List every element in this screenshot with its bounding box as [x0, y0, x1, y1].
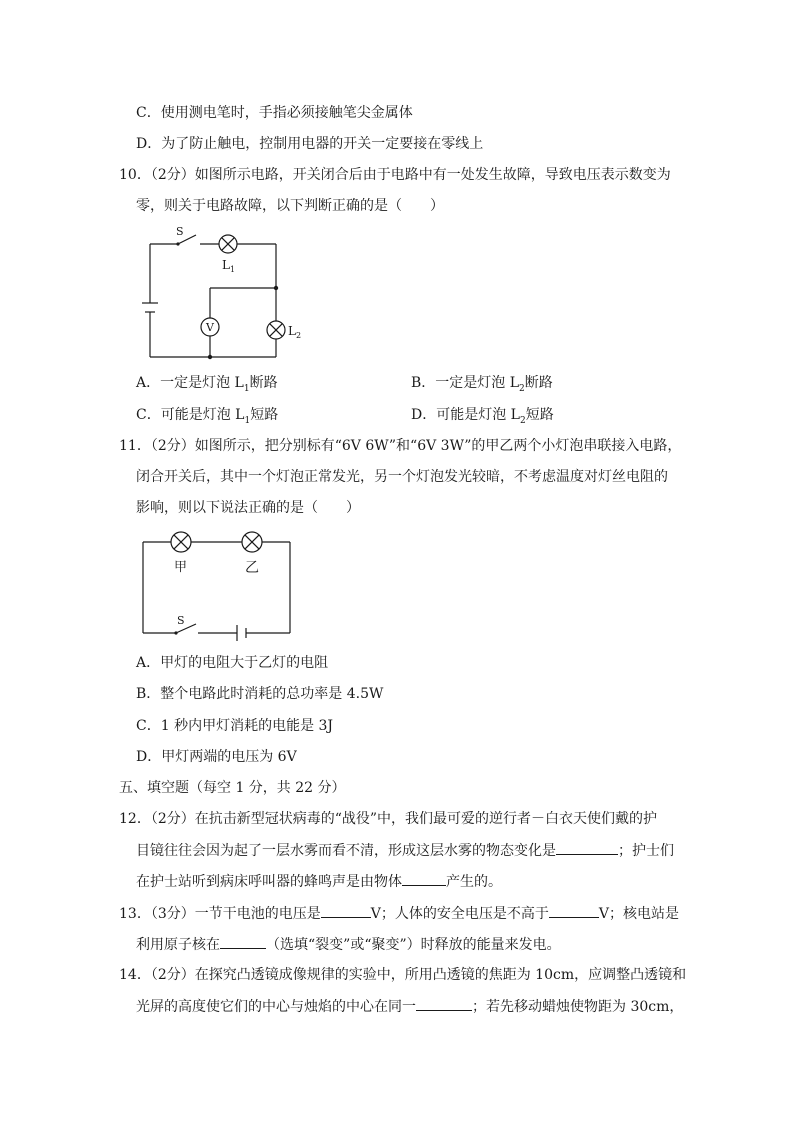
q13-line2: 利用原子核在 （选填“裂变”或“聚变”）时释放的能量来发电。 [136, 934, 561, 955]
q10-voltmeter-label: V [206, 321, 214, 334]
q12-blank-2[interactable] [402, 871, 446, 886]
q11-stem-line3: 影响，则以下说法正确的是（ ） [136, 500, 360, 516]
q10-circuit-diagram [140, 222, 320, 367]
q13-blank-2[interactable] [549, 903, 599, 918]
q10-l1-subscript: 1 [229, 265, 236, 274]
q9-option-d: D．为了防止触电，控制用电器的开关一定要接在零线上 [136, 136, 484, 152]
q10-stem-line2: 零，则关于电路故障，以下判断正确的是（ ） [136, 198, 444, 214]
q10-l1-label: L [222, 258, 230, 272]
svg-text:L1 [222, 258, 235, 274]
q11-option-c: C．1 秒内甲灯消耗的电能是 3J [136, 718, 334, 734]
q10-node-right [274, 286, 278, 290]
q12-line1: 12．（2分）在抗击新型冠状病毒的“战役”中，我们最可爱的逆行者－白衣天使们戴的护 [119, 811, 658, 827]
q11-stem-line1: 11．（2分）如图所示，把分别标有“6V 6W”和“6V 3W”的甲乙两个小灯泡串联接入电路， [119, 438, 682, 454]
svg-text:L2 [288, 324, 301, 340]
q11-switch-label: S [177, 614, 185, 627]
q9-option-c: C．使用测电笔时，手指必须接触笔尖金属体 [136, 105, 413, 121]
q10-option-d: D．可能是灯泡 $L_2$短路 [411, 407, 554, 426]
q13-line1: 13．（3分）一节干电池的电压是 V；人体的安全电压是不高于 V；核电站是 [119, 903, 679, 924]
q14-line2: 光屏的高度使它们的中心与烛焰的中心在同一 ；若先移动蜡烛使物距为 30cm， [136, 996, 683, 1017]
q10-option-c: C．可能是灯泡 $L_1$短路 [136, 407, 279, 426]
q11-option-b: B．整个电路此时消耗的总功率是 4.5W [136, 686, 384, 702]
q12-line2: 目镜往往会因为起了一层水雾而看不清，形成这层水雾的物态变化是 ；护士们 [136, 840, 674, 861]
q11-stem-line2: 闭合开关后，其中一个灯泡正常发光，另一个灯泡发光较暗，不考虑温度对灯丝电阻的 [136, 469, 668, 485]
q10-switch-label: S [176, 225, 184, 238]
q10-stem-line1: 10．（2分）如图所示电路，开关闭合后由于电路中有一处发生故障，导致电压表示数变为 [119, 167, 671, 183]
q10-l2-subscript: 2 [295, 331, 302, 340]
q13-blank-3[interactable] [220, 934, 266, 949]
section-5-heading: 五、填空题（每空 1 分，共 22 分） [119, 780, 346, 796]
q14-blank-1[interactable] [416, 996, 472, 1011]
q14-line1: 14．（2分）在探究凸透镜成像规律的实验中，所用凸透镜的焦距为 10cm，应调整凸透镜和 [119, 967, 687, 983]
q12-blank-1[interactable] [556, 840, 618, 855]
q10-node-bottom [208, 355, 212, 359]
q10-l2-label: L [288, 324, 296, 338]
q13-blank-1[interactable] [321, 903, 371, 918]
q11-jia-label: 甲 [174, 560, 188, 575]
q11-yi-label: 乙 [245, 560, 259, 576]
q11-option-a: A．甲灯的电阻大于乙灯的电阻 [136, 655, 329, 671]
q12-line3: 在护士站听到病床呼叫器的蜂鸣声是由物体 产生的。 [136, 871, 502, 892]
q10-option-b: B．一定是灯泡 $L_2$断路 [411, 375, 553, 394]
q11-option-d: D．甲灯两端的电压为 6V [136, 749, 297, 765]
q11-circuit-diagram [136, 527, 301, 642]
q10-option-a: A．一定是灯泡 $L_1$断路 [136, 375, 278, 394]
